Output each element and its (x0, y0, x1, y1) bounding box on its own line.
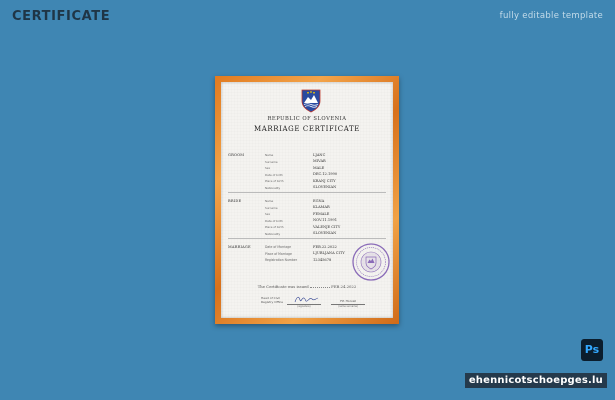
field-value: 12345678 (313, 257, 332, 262)
certificate-frame (215, 76, 399, 324)
field-label: Nationality (265, 185, 281, 190)
field-label: Registration Number (265, 258, 298, 262)
section-divider (228, 192, 386, 193)
field-value: EGNA (313, 198, 325, 203)
section-divider (228, 238, 386, 239)
field-value: KLAMAR (313, 205, 330, 210)
office-label-line2: Registry Office (261, 300, 283, 304)
photoshop-icon: Ps (581, 339, 603, 361)
field-value: MIVAR (313, 159, 326, 164)
office-label-line1: Head of Civil (261, 296, 281, 300)
field-label: Date of birth (265, 218, 283, 223)
field-value: SLOVENIAN (313, 185, 337, 190)
field-value: VALENJE CITY (313, 224, 341, 229)
field-label: Name (265, 199, 274, 203)
official-name: F.P. Horvat (340, 299, 356, 303)
issue-statement (221, 284, 393, 289)
certificate-paper (221, 82, 393, 318)
field-label: Place of birth (265, 179, 284, 183)
field-label: Date of Marriage (265, 245, 292, 249)
field-value: FEMALE (313, 211, 330, 216)
issue-statement-text: The Certificate was issued (257, 284, 309, 289)
site-watermark: ehennicotschoepges.lu (465, 373, 607, 388)
field-label: Surname (265, 159, 278, 164)
field-value: FEB.22.2022 (313, 244, 337, 249)
bride-section-title: BRIDE (228, 199, 242, 203)
signature-icon (293, 294, 321, 304)
field-label: Name (265, 153, 274, 157)
field-label: Sex (265, 166, 271, 170)
coat-of-arms-icon (301, 89, 321, 113)
marriage-section-title: MARRIAGE (228, 245, 251, 249)
field-value: LJUBLJANA CITY (313, 251, 345, 256)
page-tagline: fully editable template (499, 11, 603, 21)
field-label: Place of Marriage (265, 251, 292, 256)
country-name: REPUBLIC OF SLOVENIA (267, 116, 347, 122)
page-title: CERTIFICATE (12, 9, 111, 24)
issue-date: FEB.24.2022 (331, 284, 357, 289)
signature-caption: (signature) (297, 305, 311, 308)
field-label: Date of birth (265, 172, 283, 177)
certificate-title: MARRIAGE CERTIFICATE (254, 125, 360, 133)
field-label: Nationality (265, 231, 281, 236)
field-label: Surname (265, 205, 278, 210)
official-caption: (name surname) (338, 305, 358, 308)
field-value: LJANC (313, 152, 326, 157)
field-value: MALE (313, 165, 325, 170)
field-value: NOV.11.1991 (313, 218, 337, 223)
field-value: KRANJ CITY (313, 178, 336, 183)
field-value: DEC.12.1990 (313, 172, 338, 177)
official-seal-icon (351, 242, 391, 282)
groom-section-title: GROOM (228, 153, 245, 157)
field-label: Sex (265, 212, 271, 216)
office-label (261, 296, 283, 304)
field-value: SLOVENIAN (313, 231, 337, 236)
field-label: Place of birth (265, 225, 284, 229)
